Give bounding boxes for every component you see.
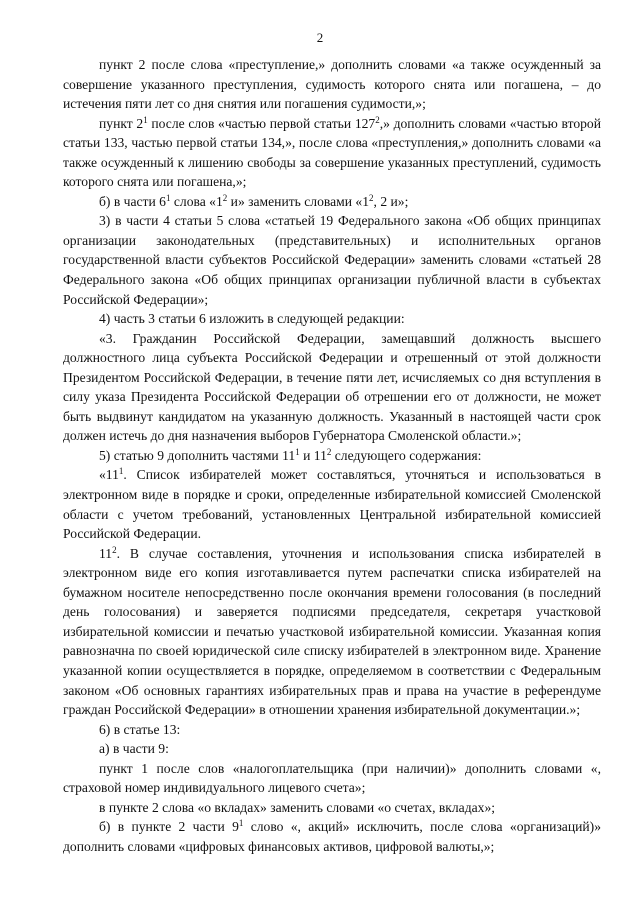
paragraph [63, 192, 601, 212]
text-run: б) в части 6 [99, 193, 166, 209]
paragraph [63, 720, 601, 740]
superscript: 2 [112, 544, 117, 555]
text-run: и 11 [299, 447, 327, 463]
text-run: а) в части 9: [99, 741, 169, 757]
superscript: 1 [143, 114, 148, 125]
paragraph [63, 759, 601, 798]
text-run: пункт 1 после слов «налогоплательщика (при наличии)» дополнить словами «, страховой номер индивидуального лицевого счета»; [63, 760, 601, 796]
superscript: 1 [118, 466, 124, 477]
superscript: 1 [238, 818, 244, 829]
paragraph [63, 211, 601, 309]
text-run: 4) часть 3 статьи 6 изложить в следующей редакции: [99, 311, 405, 327]
text-run: 11 [99, 545, 113, 561]
text-run: . Список избирателей может составляться, уточняться и использоваться в электронном виде в порядке и сроки, определенные избирательной комиссией Смоленской области с учетом требований, установленных Центральной избирательной комиссией Российской Федерации. [63, 467, 601, 542]
text-run: 5) статью 9 дополнить частями 11 [99, 447, 296, 463]
text-run: б) в пункте 2 части 9 [99, 819, 239, 835]
paragraph [63, 446, 601, 466]
text-run: «11 [99, 467, 119, 483]
page-number: 2 [316, 30, 324, 45]
text-run: после слов «частью первой статьи 127 [147, 115, 376, 131]
text-run: 3) в части 4 статьи 5 слова «статьей 19 Федерального закона «Об общих принципах организации законодательных (представительных) и исполнительных органов государственной власти субъектов Российской Федерации» заменить словами «статьей 28 Федерального закона «Об общих принципах организации публичной власти в субъектах Российской Федерации»; [63, 213, 601, 307]
text-run: пункт 2 после слова «преступление,» дополнить словами «а также осужденный за совершение указанного преступления, судимость которого снята или погашена, – до истечения пяти лет со дня снятия или погашения судимости,»; [63, 57, 601, 112]
paragraph [63, 329, 601, 446]
paragraph [63, 465, 601, 543]
superscript: 2 [222, 192, 228, 203]
text-run: слово «, акций» исключить, после слова «организаций)» дополнить словами «цифровых финансовых активов, цифровой валюты,»; [63, 819, 601, 854]
text-run: , 2 и»; [373, 193, 409, 209]
document-body [63, 55, 601, 856]
text-run: и» заменить словами «1 [227, 193, 370, 209]
text-run: пункт 2 [99, 115, 144, 131]
superscript: 2 [375, 114, 380, 125]
text-run: в пункте 2 слова «о вкладах» заменить словами «о счетах, вкладах»; [99, 799, 496, 815]
text-run: следующего содержания: [331, 447, 482, 463]
superscript: 1 [295, 446, 300, 457]
text-run: . В случае составления, уточнения и использования списка избирателей в электронном виде его копия изготавливается путем распечатки списка избирателей на бумажном носителе непосредственно после окончания времени голосования (в последний день голосования) и заверяется подписями председателя, секретаря участковой избирательной комиссии и печатью участковой избирательной комиссии. Указанная копия равнозначна по своей юридической силе списку избирателей в электронном виде. Хранение указанной копии осуществляется в порядке, определяемом в соответствии с Федеральным законом «Об основных гарантиях избирательных прав и права на участие в референдуме граждан Российской Федерации» в отношении хранения избирательной документации.»; [63, 545, 601, 718]
text-run: ,» дополнить словами «частью второй статьи 133, частью первой статьи 134,», после слова «преступления,» дополнить словами «а также осужденный к лишению свободы за совершение указанных преступлений, судимость которого снята или погашена,»; [63, 115, 601, 190]
superscript: 2 [369, 192, 374, 203]
text-run: 6) в статье 13: [99, 721, 181, 737]
paragraph [63, 309, 601, 329]
paragraph [63, 739, 601, 759]
paragraph [63, 55, 601, 114]
superscript: 1 [165, 192, 171, 203]
paragraph [63, 817, 601, 856]
superscript: 2 [326, 446, 332, 457]
paragraph [63, 114, 601, 192]
text-run: «3. Гражданин Российской Федерации, замещавший должность высшего должностного лица субъекта Российской Федерации и отрешенный от этой должности Президентом Российской Федерации, в течение пяти лет, исчисляемых со дня вступления в силу указа Президента Российской Федерации об отрешении его от должности, не может быть выдвинут кандидатом на указанную должность. Указанный в настоящей части срок должен истечь до дня назначения выборов Губернатора Смоленской области.»; [63, 330, 601, 444]
paragraph [63, 798, 601, 818]
paragraph [63, 544, 601, 720]
text-run: слова «1 [170, 193, 223, 209]
